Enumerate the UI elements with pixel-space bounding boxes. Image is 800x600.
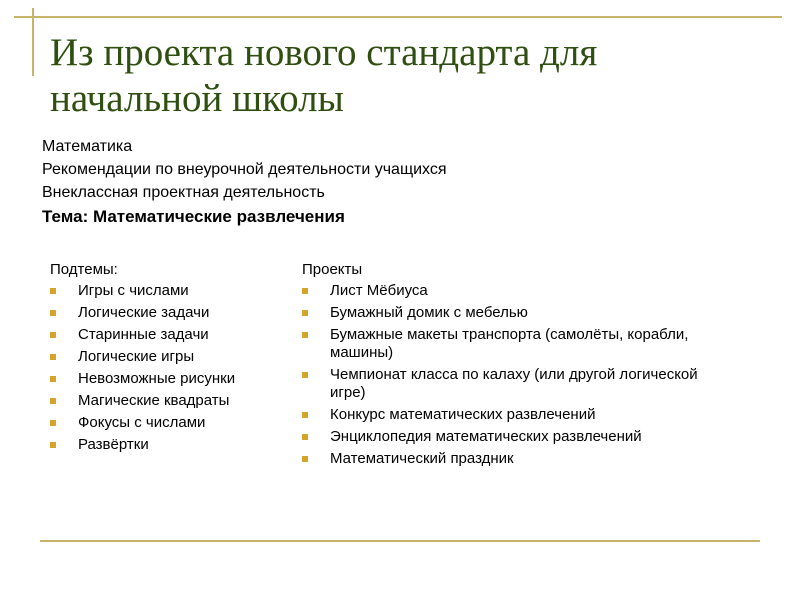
list-item-label: Бумажный домик с мебелью — [330, 304, 528, 321]
list-item — [50, 282, 290, 300]
list-item — [50, 348, 290, 366]
left-decor-line — [32, 8, 34, 76]
square-bullet-icon — [50, 332, 56, 338]
square-bullet-icon — [302, 434, 308, 440]
topic-line: Тема: Математические развлечения — [42, 207, 345, 226]
subtopics-heading: Подтемы: — [50, 261, 118, 278]
square-bullet-icon — [50, 420, 56, 426]
top-decor-line — [14, 16, 782, 18]
list-item — [50, 326, 290, 344]
square-bullet-icon — [50, 398, 56, 404]
list-item-label: Магические квадраты — [78, 392, 230, 409]
list-item — [50, 370, 290, 388]
list-item — [50, 436, 290, 454]
list-item — [302, 366, 722, 402]
list-item-label: Старинные задачи — [78, 326, 209, 343]
square-bullet-icon — [302, 310, 308, 316]
square-bullet-icon — [302, 332, 308, 338]
square-bullet-icon — [302, 372, 308, 378]
activity-line: Внеклассная проектная деятельность — [42, 184, 325, 201]
square-bullet-icon — [50, 376, 56, 382]
square-bullet-icon — [50, 310, 56, 316]
projects-column — [302, 260, 722, 472]
projects-list — [302, 282, 722, 468]
square-bullet-icon — [50, 354, 56, 360]
list-item-label: Энциклопедия математических развлечений — [330, 428, 642, 445]
list-item — [302, 304, 722, 322]
list-item — [302, 282, 722, 300]
list-item — [50, 392, 290, 410]
slide-title: Из проекта нового стандарта для начальной школы — [50, 31, 598, 120]
subject-line: Математика — [42, 138, 133, 155]
bottom-decor-line — [40, 540, 760, 542]
list-item-label: Невозможные рисунки — [78, 370, 236, 387]
square-bullet-icon — [302, 288, 308, 294]
list-item — [302, 326, 722, 362]
list-item-label: Игры с числами — [78, 282, 189, 299]
intro-block — [42, 135, 762, 228]
list-item-label: Чемпионат класса по калаху (или другой логической игре) — [330, 366, 698, 401]
list-item-label: Развёртки — [78, 436, 149, 453]
list-item-label: Лист Мёбиуса — [330, 282, 428, 299]
square-bullet-icon — [50, 288, 56, 294]
square-bullet-icon — [302, 412, 308, 418]
list-item — [50, 304, 290, 322]
list-item — [302, 450, 722, 468]
list-item — [50, 414, 290, 432]
list-item — [302, 406, 722, 424]
list-item-label: Логические задачи — [78, 304, 210, 321]
list-item-label: Математический праздник — [330, 450, 514, 467]
projects-heading: Проекты — [302, 261, 363, 278]
list-item-label: Логические игры — [78, 348, 195, 365]
list-item-label: Бумажные макеты транспорта (самолёты, корабли, машины) — [330, 326, 689, 361]
list-item-label: Фокусы с числами — [78, 414, 206, 431]
square-bullet-icon — [50, 442, 56, 448]
subtopics-column — [50, 260, 290, 458]
list-item — [302, 428, 722, 446]
square-bullet-icon — [302, 456, 308, 462]
subtopics-list — [50, 282, 290, 454]
recommendations-line: Рекомендации по внеурочной деятельности учащихся — [42, 161, 447, 178]
list-item-label: Конкурс математических развлечений — [330, 406, 596, 423]
